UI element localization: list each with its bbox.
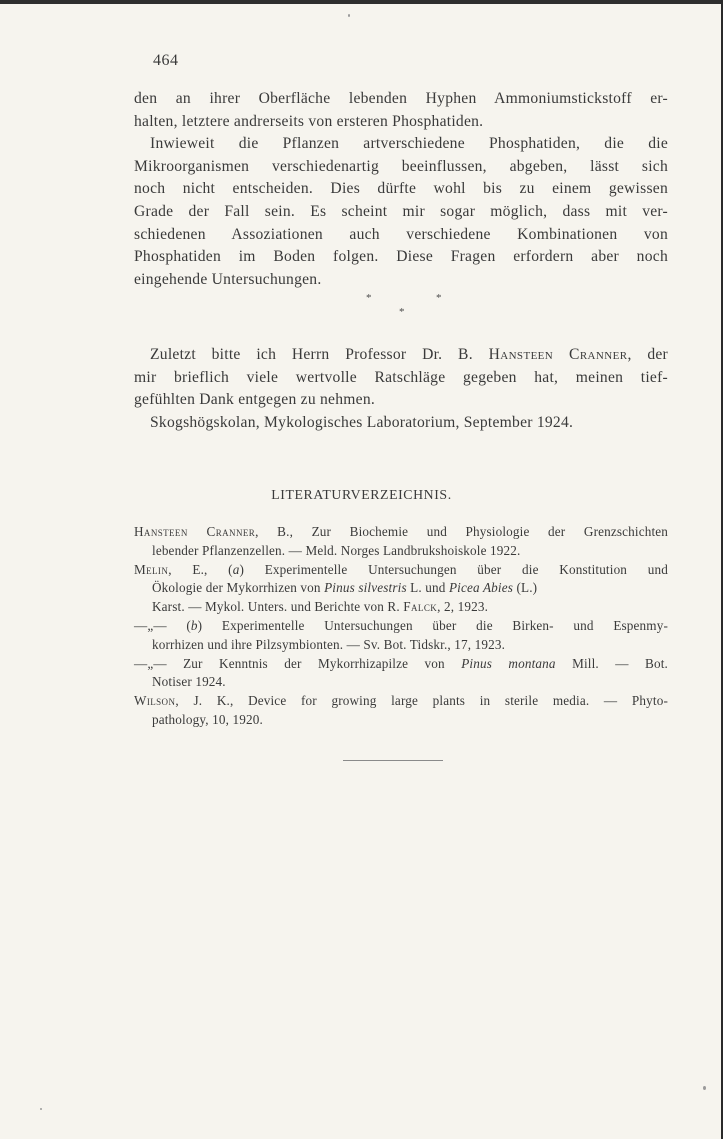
scan-speck [703,1086,706,1090]
end-rule [343,760,443,761]
paragraph-body [134,88,668,291]
reference-line: —„— Zur Kenntnis der Mykorrhizapilze von Pinus montana Mill. — Bot. [134,655,668,671]
page-number: 464 [153,52,179,69]
reference-entry [134,561,668,617]
text-line: noch nicht entscheiden. Dies dürfte wohl bis zu einem gewissen [134,180,668,198]
reference-line: Ökologie der Mykorrhizen von Pinus silvestris L. und Picea Abies (L.) [152,580,538,596]
text-line: mir brieflich viele wertvolle Ratschläge gegeben hat, meinen tief- [134,368,668,386]
scan-speck [40,1108,42,1110]
reference-entry [134,523,668,561]
reference-line: —„— (b) Experimentelle Untersuchungen über die Birken- und Espenmy- [134,617,668,633]
text-line: halten, letztere andrerseits von ersteren Phosphatiden. [134,112,484,130]
text-line: schiedenen Assoziationen auch verschiedene Kombinationen von [134,225,668,243]
text-line: Phosphatiden im Boden folgen. Diese Fragen erfordern aber noch [134,248,668,266]
author-name: Melin [134,561,169,577]
reference-entry [134,617,668,655]
person-name: Hansteen Cranner [488,346,628,363]
species-name: Pinus montana [461,655,556,671]
author-name: Wilson [134,693,176,709]
author-name: Hansteen Cranner [134,524,256,539]
bibliography-heading: LITERATURVERZEICHNIS. [271,487,452,502]
reference-line: korrhizen und ihre Pilzsymbionten. — Sv. Bot. Tidskr., 17, 1923. [152,636,506,652]
reference-line: pathology, 10, 1920. [152,711,263,727]
text-line: eingehende Untersuchungen. [134,270,322,288]
reference-line: Wilson, J. K., Device for growing large plants in sterile media. — Phyto- [134,693,668,709]
text-line: Zuletzt bitte ich Herrn Professor Dr. B. Hansteen Cranner, der [150,346,668,363]
separator-star: * [399,306,405,318]
section-separator [356,290,446,320]
text-line: Mikroorganismen verschiedenartig beeinflussen, abgeben, lässt sich [134,157,668,175]
reference-line: Hansteen Cranner, B., Zur Biochemie und Physiologie der Grenzschichten [134,524,669,539]
reference-line: Melin, E., (a) Experimentelle Untersuchungen über die Konstitution und [134,561,668,577]
reference-list [134,523,668,730]
reference-line: Notiser 1924. [152,674,226,690]
scan-speck [348,14,350,17]
text-line: den an ihrer Oberfläche lebenden Hyphen Ammoniumstickstoff er- [134,90,668,107]
reference-entry [134,655,668,693]
reference-line: lebender Pflanzenzellen. — Meld. Norges Landbrukshoiskole 1922. [152,542,521,558]
text-line: gefühlten Dank entgegen zu nehmen. [134,391,376,409]
separator-star: * [436,292,442,304]
text-line: Grade der Fall sein. Es scheint mir sogar möglich, dass mit ver- [134,202,668,220]
species-name: Picea Abies [448,580,513,596]
text-line: Inwieweit die Pflanzen artverschiedene Phosphatiden, die die [150,135,668,153]
dateline: Skogshögskolan, Mykologisches Laboratorium, September 1924. [150,413,574,431]
separator-star: * [366,292,372,304]
reference-line: Karst. — Mykol. Unters. und Berichte von R. Falck, 2, 1923. [152,599,489,615]
author-name: Falck [403,599,438,615]
page-top-edge [0,0,721,4]
reference-entry [134,692,668,730]
species-name: Pinus silvestris [324,580,407,596]
acknowledgement [134,344,668,434]
